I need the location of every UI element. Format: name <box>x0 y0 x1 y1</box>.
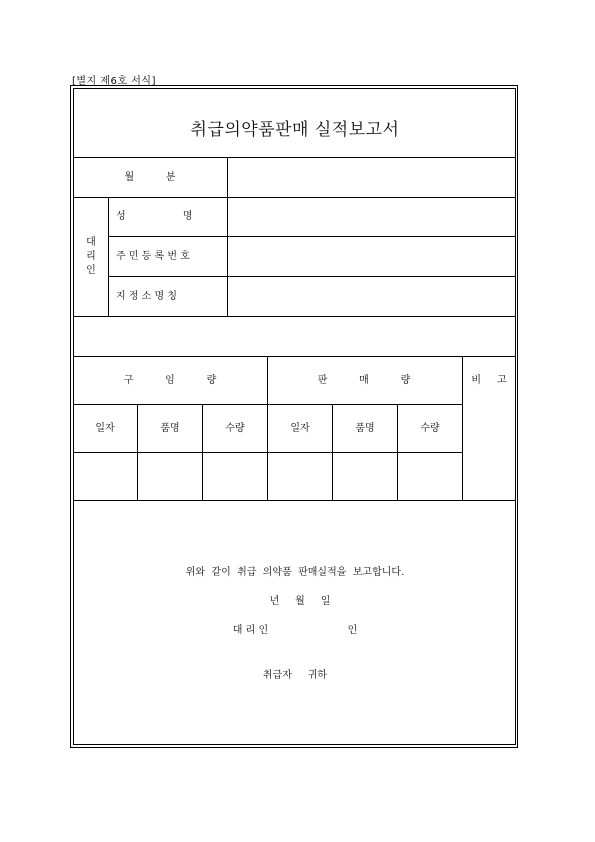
divider <box>73 197 516 198</box>
month-field[interactable] <box>229 159 514 196</box>
divider <box>109 276 516 277</box>
divider <box>73 157 516 158</box>
divider <box>108 197 109 316</box>
remarks-header: 비 고 <box>471 375 507 386</box>
divider <box>397 404 398 500</box>
purchase-header: 구 임 량 <box>123 375 217 386</box>
column-header-quantity: 수량 <box>225 423 245 434</box>
month-label: 월 분 <box>124 172 176 183</box>
name-label: 성 명 <box>116 211 193 222</box>
declaration-statement: 위와 같이 취급 의약품 판매실적을 보고합니다. <box>185 567 405 578</box>
column-header-quantity: 수량 <box>420 423 440 434</box>
divider <box>73 500 516 501</box>
agent-signature-line: 대 리 인 인 <box>232 625 358 636</box>
form-number: [별지 제6호 서식] <box>72 76 156 87</box>
store-name-label: 지 정 소 명 칭 <box>116 291 178 302</box>
divider <box>462 356 463 500</box>
divider <box>332 404 333 500</box>
divider <box>73 404 463 405</box>
divider <box>73 356 516 357</box>
divider <box>137 404 138 500</box>
date-line: 년 월 일 <box>269 596 331 607</box>
divider <box>109 236 516 237</box>
divider <box>227 157 228 316</box>
column-header-date: 일자 <box>95 423 115 434</box>
column-header-item: 품명 <box>160 423 180 434</box>
name-field[interactable] <box>229 199 514 235</box>
divider <box>202 404 203 500</box>
store-name-field[interactable] <box>229 278 514 315</box>
column-header-item: 품명 <box>355 423 375 434</box>
resident-number-field[interactable] <box>229 238 514 275</box>
divider <box>73 316 516 317</box>
addressee: 취급자 귀하 <box>262 670 328 681</box>
agent-group-label: 대리인 <box>86 237 96 276</box>
divider <box>73 452 463 453</box>
page-title: 취급의약품판매 실적보고서 <box>190 120 400 140</box>
divider <box>267 356 268 500</box>
resident-number-label: 주 민 등 록 번 호 <box>116 251 190 262</box>
column-header-date: 일자 <box>290 423 310 434</box>
sales-header: 판 매 량 <box>317 375 411 386</box>
